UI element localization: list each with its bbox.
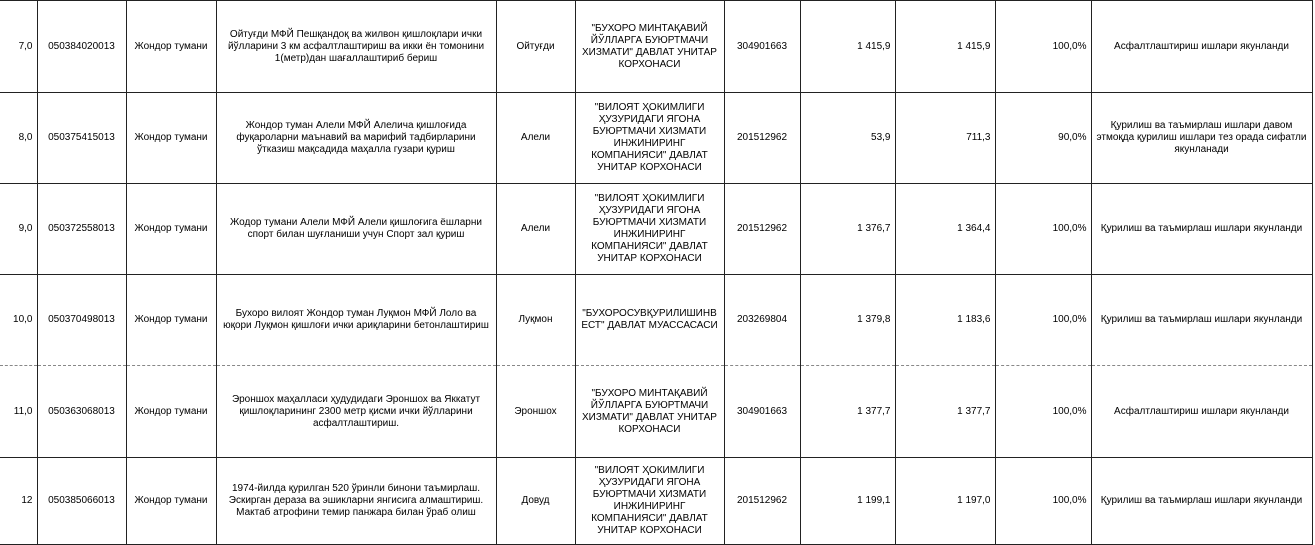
- inn-cell: 201512962: [724, 184, 800, 275]
- row-number-cell: 10,0: [0, 275, 37, 366]
- object-code-cell: 050363068013: [37, 366, 126, 458]
- status-cell: Асфалтлаштириш ишлари якунланди: [1091, 1, 1312, 93]
- amount-funded-cell: 1 377,7: [800, 366, 895, 458]
- project-name-cell: Бухоро вилоят Жондор туман Луқмон МФЙ Лоло ва юқори Луқмон қишлоғи ички ариқларини бетонлаштириш: [216, 275, 496, 366]
- location-cell: Ойтуғди: [496, 1, 575, 93]
- status-cell: Қурилиш ва таъмирлаш ишлари якунланди: [1091, 458, 1312, 545]
- table-row: [0, 275, 1312, 366]
- object-code-cell: 050375415013: [37, 93, 126, 184]
- object-code-cell: 050385066013: [37, 458, 126, 545]
- customer-cell: "ВИЛОЯТ ҲОКИМЛИГИ ҲУЗУРИДАГИ ЯГОНА БУЮРТМАЧИ ХИЗМАТИ ИНЖИНИРИНГ КОМПАНИЯСИ" ДАВЛАТ УНИТАР КОРХОНАСИ: [575, 458, 724, 545]
- completion-percent-cell: 100,0%: [995, 458, 1091, 545]
- project-name-cell: Эроншох маҳалласи ҳудудидаги Эроншох ва Яккатут қишлоқларининг 2300 метр қисми ички йўлларини асфалтлаштириш.: [216, 366, 496, 458]
- district-cell: Жондор тумани: [126, 275, 216, 366]
- status-cell: Қурилиш ва таъмирлаш ишлари якунланди: [1091, 184, 1312, 275]
- completion-percent-cell: 100,0%: [995, 366, 1091, 458]
- amount-used-cell: 1 415,9: [895, 1, 995, 93]
- table-row: [0, 93, 1312, 184]
- district-cell: Жондор тумани: [126, 93, 216, 184]
- inn-cell: 304901663: [724, 1, 800, 93]
- status-cell: Асфалтлаштириш ишлари якунланди: [1091, 366, 1312, 458]
- project-name-cell: Ойтуғди МФЙ Пешқандоқ ва жилвон қишлоқлари ички йўлларини 3 км асфалтлаштириш ва икки ён томонини 1(метр)дан шағаллаштириб бериш: [216, 1, 496, 93]
- row-number-cell: 7,0: [0, 1, 37, 93]
- amount-funded-cell: 53,9: [800, 93, 895, 184]
- amount-funded-cell: 1 415,9: [800, 1, 895, 93]
- row-number-cell: 9,0: [0, 184, 37, 275]
- inn-cell: 304901663: [724, 366, 800, 458]
- district-cell: Жондор тумани: [126, 366, 216, 458]
- table-row: [0, 184, 1312, 275]
- row-number-cell: 8,0: [0, 93, 37, 184]
- project-name-cell: Жондор туман Алели МФЙ Алелича қишлоғида фуқароларни маънавий ва марифий тадбирларини ўтказиш мақсадида маҳалла гузари қуриш: [216, 93, 496, 184]
- district-cell: Жондор тумани: [126, 458, 216, 545]
- completion-percent-cell: 100,0%: [995, 184, 1091, 275]
- row-number-cell: 12: [0, 458, 37, 545]
- inn-cell: 201512962: [724, 93, 800, 184]
- customer-cell: "БУХОРОСУВҚУРИЛИШИНВ ЕСТ" ДАВЛАТ МУАССАСАСИ: [575, 275, 724, 366]
- amount-funded-cell: 1 379,8: [800, 275, 895, 366]
- table-row: [0, 458, 1312, 545]
- project-name-cell: Жодор тумани Алели МФЙ Алели қишлоғига ёшларни спорт билан шуғланиши учун Спорт зал қуриш: [216, 184, 496, 275]
- object-code-cell: 050384020013: [37, 1, 126, 93]
- table-body: [0, 1, 1312, 545]
- inn-cell: 203269804: [724, 275, 800, 366]
- inn-cell: 201512962: [724, 458, 800, 545]
- object-code-cell: 050372558013: [37, 184, 126, 275]
- completion-percent-cell: 100,0%: [995, 275, 1091, 366]
- row-number-cell: 11,0: [0, 366, 37, 458]
- amount-used-cell: 1 197,0: [895, 458, 995, 545]
- project-name-cell: 1974-йилда қурилган 520 ўринли бинони таъмирлаш. Эскирган дераза ва эшикларни янгисига алмаштириш. Мактаб атрофини темир панжара билан ўраб олиш: [216, 458, 496, 545]
- table-row: [0, 366, 1312, 458]
- amount-used-cell: 1 183,6: [895, 275, 995, 366]
- table-row: [0, 1, 1312, 93]
- customer-cell: "БУХОРО МИНТАҚАВИЙ ЙЎЛЛАРГА БУЮРТМАЧИ ХИЗМАТИ" ДАВЛАТ УНИТАР КОРХОНАСИ: [575, 366, 724, 458]
- customer-cell: "ВИЛОЯТ ҲОКИМЛИГИ ҲУЗУРИДАГИ ЯГОНА БУЮРТМАЧИ ХИЗМАТИ ИНЖИНИРИНГ КОМПАНИЯСИ" ДАВЛАТ УНИТАР КОРХОНАСИ: [575, 184, 724, 275]
- amount-used-cell: 1 364,4: [895, 184, 995, 275]
- location-cell: Эроншох: [496, 366, 575, 458]
- location-cell: Довуд: [496, 458, 575, 545]
- amount-funded-cell: 1 199,1: [800, 458, 895, 545]
- customer-cell: "БУХОРО МИНТАҚАВИЙ ЙЎЛЛАРГА БУЮРТМАЧИ ХИЗМАТИ" ДАВЛАТ УНИТАР КОРХОНАСИ: [575, 1, 724, 93]
- district-cell: Жондор тумани: [126, 184, 216, 275]
- district-cell: Жондор тумани: [126, 1, 216, 93]
- status-cell: Қурилиш ва таъмирлаш ишлари якунланди: [1091, 275, 1312, 366]
- location-cell: Алели: [496, 184, 575, 275]
- status-cell: Қурилиш ва таъмирлаш ишлари давом этмоқда қурилиш ишлари тез орада сифатли якунланади: [1091, 93, 1312, 184]
- location-cell: Алели: [496, 93, 575, 184]
- amount-funded-cell: 1 376,7: [800, 184, 895, 275]
- customer-cell: "ВИЛОЯТ ҲОКИМЛИГИ ҲУЗУРИДАГИ ЯГОНА БУЮРТМАЧИ ХИЗМАТИ ИНЖИНИРИНГ КОМПАНИЯСИ" ДАВЛАТ УНИТАР КОРХОНАСИ: [575, 93, 724, 184]
- amount-used-cell: 711,3: [895, 93, 995, 184]
- completion-percent-cell: 90,0%: [995, 93, 1091, 184]
- amount-used-cell: 1 377,7: [895, 366, 995, 458]
- object-code-cell: 050370498013: [37, 275, 126, 366]
- location-cell: Луқмон: [496, 275, 575, 366]
- completion-percent-cell: 100,0%: [995, 1, 1091, 93]
